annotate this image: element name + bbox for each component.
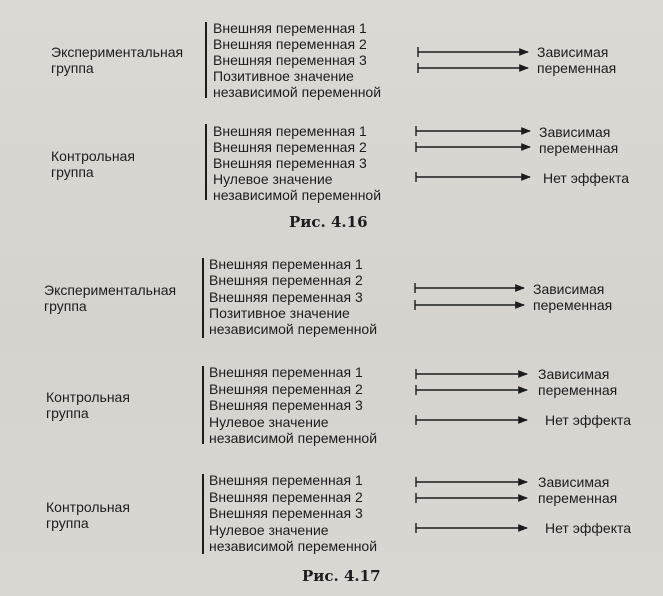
variable-label: Позитивное значение xyxy=(213,68,354,84)
group-label: группа xyxy=(51,60,94,76)
group-label: группа xyxy=(46,405,89,421)
outcome-label: Зависимая xyxy=(539,124,611,140)
group-label: группа xyxy=(44,298,87,314)
variable-label: Позитивное значение xyxy=(209,305,350,321)
variable-label: Внешняя переменная 3 xyxy=(213,52,367,68)
arrow xyxy=(416,126,530,136)
outcome-label: переменная xyxy=(537,60,617,76)
group-label: группа xyxy=(46,515,89,531)
variable-label: Внешняя переменная 2 xyxy=(209,489,363,505)
arrow xyxy=(415,300,524,310)
variable-label: независимой переменной xyxy=(209,430,378,446)
outcome-label: Нет эффекта xyxy=(545,520,632,536)
variable-label: Нулевое значение xyxy=(209,522,329,538)
variable-label: Нулевое значение xyxy=(209,414,329,430)
variable-label: независимой переменной xyxy=(209,538,378,554)
arrow xyxy=(415,283,524,293)
arrow xyxy=(416,493,527,503)
arrow xyxy=(418,47,528,57)
variable-label: Внешняя переменная 2 xyxy=(213,139,367,155)
variable-label: Внешняя переменная 1 xyxy=(209,364,363,380)
outcome-label: Зависимая xyxy=(538,366,610,382)
variable-label: независимой переменной xyxy=(209,321,378,337)
group-label: Контрольная xyxy=(51,148,135,164)
variable-label: Внешняя переменная 1 xyxy=(213,123,367,139)
arrow xyxy=(416,172,530,182)
group-label: Контрольная xyxy=(46,389,130,405)
variable-label: Внешняя переменная 3 xyxy=(209,289,363,305)
variable-label: Внешняя переменная 1 xyxy=(209,256,363,272)
arrow xyxy=(418,63,528,73)
variable-label: Внешняя переменная 1 xyxy=(213,20,367,36)
variable-label: Внешняя переменная 2 xyxy=(209,272,363,288)
arrow xyxy=(416,385,527,395)
figure-caption: Рис. 4.16 xyxy=(289,213,368,231)
arrow xyxy=(416,523,527,533)
figure-caption: Рис. 4.17 xyxy=(302,567,381,585)
variable-label: Внешняя переменная 1 xyxy=(209,472,363,488)
variable-label: Внешняя переменная 3 xyxy=(213,155,367,171)
variable-label: Нулевое значение xyxy=(213,171,333,187)
outcome-label: переменная xyxy=(538,382,618,398)
outcome-label: Зависимая xyxy=(537,44,609,60)
outcome-label: Зависимая xyxy=(538,474,610,490)
arrow xyxy=(416,477,527,487)
group-label: Экспериментальная xyxy=(51,44,184,60)
variable-label: Внешняя переменная 2 xyxy=(213,36,367,52)
variable-label: Внешняя переменная 3 xyxy=(209,505,363,521)
variable-label: Внешняя переменная 3 xyxy=(209,397,363,413)
variable-label: Внешняя переменная 2 xyxy=(209,381,363,397)
variable-label: независимой переменной xyxy=(213,84,382,100)
arrow xyxy=(416,415,527,425)
arrow xyxy=(416,369,527,379)
arrow xyxy=(416,142,530,152)
group-label: Экспериментальная xyxy=(44,282,177,298)
outcome-label: переменная xyxy=(539,140,619,156)
group-label: группа xyxy=(51,164,94,180)
variable-label: независимой переменной xyxy=(213,187,382,203)
outcome-label: Зависимая xyxy=(533,281,605,297)
outcome-label: Нет эффекта xyxy=(545,412,632,428)
group-label: Контрольная xyxy=(46,499,130,515)
outcome-label: переменная xyxy=(533,297,613,313)
outcome-label: переменная xyxy=(538,490,618,506)
outcome-label: Нет эффекта xyxy=(543,170,630,186)
